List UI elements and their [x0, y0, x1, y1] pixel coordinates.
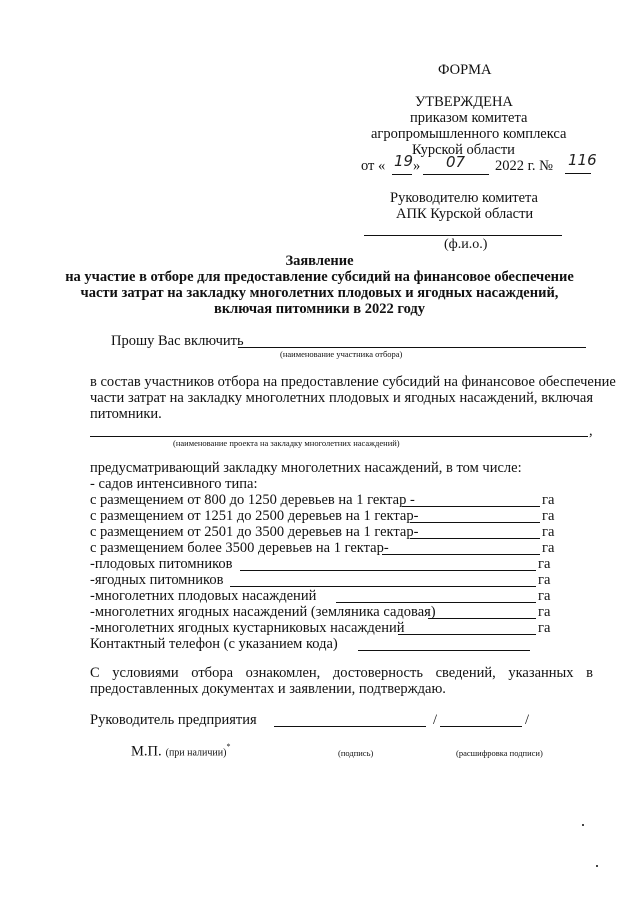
- paragraph-line-1: в состав участников отбора на предоставление субсидий на финансовое обеспечение: [90, 374, 616, 390]
- contact-label: Контактный телефон (с указанием кода): [90, 636, 338, 652]
- request-label: Прошу Вас включить: [111, 333, 244, 349]
- addressee-line-2: АПК Курской области: [396, 206, 534, 222]
- date-year: 2022 г. №: [495, 158, 554, 174]
- item-value-field: [410, 538, 540, 539]
- stamp-label: М.П.: [131, 743, 162, 760]
- date-day: 19: [394, 152, 414, 170]
- planting-intro: предусматривающий закладку многолетних насаждений, в том числе:: [90, 460, 522, 476]
- document-title: Заявление: [285, 253, 354, 269]
- title-line-2: на участие в отборе для предоставление субсидий на финансовое обеспечение: [65, 269, 574, 285]
- item-value-field: [230, 586, 536, 587]
- item-unit: га: [542, 492, 555, 508]
- item-unit: га: [542, 508, 555, 524]
- project-caption: (наименование проекта на закладку многолетних насаждений): [173, 438, 400, 448]
- item-value-field: [402, 506, 540, 507]
- agreement-line-2: предоставленных документах и заявлении, подтверждаю.: [90, 681, 446, 697]
- item-label: с размещением от 1251 до 2500 деревьев на 1 гектар-: [90, 508, 419, 524]
- title-line-4: включая питомники в 2022 году: [213, 301, 425, 317]
- addressee-line-1: Руководителю комитета: [390, 190, 538, 206]
- item-label: -многолетних плодовых насаждений: [90, 588, 317, 604]
- signature-decode-field: [440, 726, 522, 727]
- title-line-3: части затрат на закладку многолетних плодовых и ягодных насаждений,: [80, 285, 559, 301]
- date-close-quote: »: [413, 158, 421, 174]
- item-label: -ягодных питомников: [90, 572, 224, 588]
- paragraph-line-3: питомники.: [90, 406, 162, 422]
- date-month: 07: [446, 153, 466, 171]
- project-comma: ,: [589, 423, 593, 439]
- item-unit: га: [538, 588, 551, 604]
- stamp-footnote-mark: *: [226, 742, 231, 751]
- item-unit: га: [542, 540, 555, 556]
- order-number: 116: [568, 151, 597, 169]
- signature-field: [274, 726, 426, 727]
- project-name-field: [90, 436, 588, 437]
- item-value-field: [240, 570, 536, 571]
- form-label: ФОРМА: [438, 62, 492, 78]
- signature-caption: (подпись): [338, 748, 374, 758]
- paragraph-line-2: части затрат на закладку многолетних плодовых и ягодных насаждений, включая: [90, 390, 593, 406]
- gardens-intro: - садов интенсивного типа:: [90, 476, 258, 492]
- item-label: с размещением более 3500 деревьев на 1 гектар-: [90, 540, 389, 556]
- participant-name-field: [238, 347, 586, 348]
- contact-phone-field: [358, 650, 530, 651]
- item-value-field: [428, 618, 536, 619]
- slash-left: /: [433, 712, 438, 728]
- item-label: -плодовых питомников: [90, 556, 233, 572]
- participant-caption: (наименование участника отбора): [280, 349, 403, 359]
- item-label: -многолетних ягодных насаждений (земляника садовая): [90, 604, 436, 620]
- slash-right: /: [525, 712, 530, 728]
- order-line-3: Курской области: [412, 142, 515, 158]
- stamp-note: (при наличии): [165, 747, 227, 759]
- agreement-line-1: С условиями отбора ознакомлен, достоверность сведений, указанных в: [90, 665, 593, 681]
- item-value-field: [382, 554, 540, 555]
- item-unit: га: [538, 556, 551, 572]
- item-label: с размещением от 800 до 1250 деревьев на 1 гектар -: [90, 492, 415, 508]
- item-unit: га: [538, 572, 551, 588]
- order-line-1: приказом комитета: [410, 110, 528, 126]
- scan-speck: [596, 865, 598, 867]
- approved-label: УТВЕРЖДЕНА: [415, 94, 513, 110]
- item-value-field: [336, 602, 536, 603]
- order-line-2: агропромышленного комплекса: [371, 126, 567, 142]
- item-unit: га: [538, 620, 551, 636]
- date-prefix: от «: [361, 158, 386, 174]
- item-value-field: [410, 522, 540, 523]
- item-unit: га: [542, 524, 555, 540]
- item-label: -многолетних ягодных кустарниковых насаждений: [90, 620, 405, 636]
- fio-caption: (ф.и.о.): [444, 237, 488, 252]
- item-unit: га: [538, 604, 551, 620]
- decode-caption: (расшифровка подписи): [456, 748, 543, 758]
- scan-speck: [582, 824, 584, 826]
- addressee-name-field: [364, 235, 562, 236]
- item-label: с размещением от 2501 до 3500 деревьев на 1 гектар-: [90, 524, 419, 540]
- head-label: Руководитель предприятия: [90, 712, 257, 728]
- item-value-field: [398, 634, 536, 635]
- stamp-line: [131, 742, 230, 760]
